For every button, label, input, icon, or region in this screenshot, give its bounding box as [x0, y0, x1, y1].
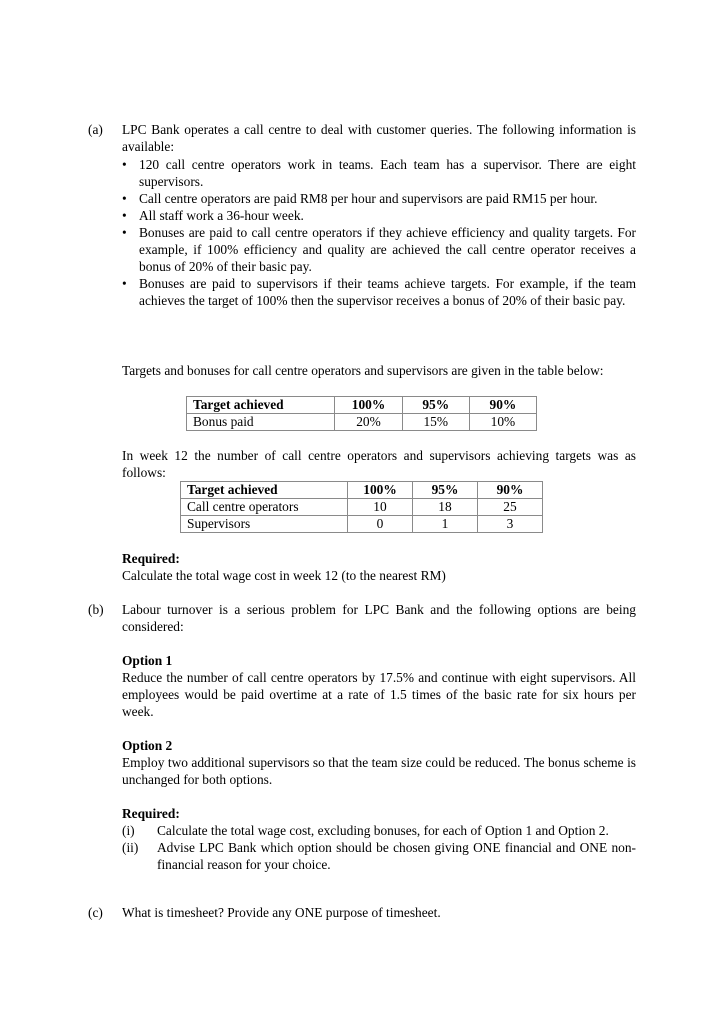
list-item: [122, 822, 636, 839]
table-header: 90%: [469, 397, 536, 414]
question-b-label: (b): [88, 602, 104, 617]
table-cell: 10: [348, 499, 413, 516]
bullet-icon: •: [122, 191, 127, 206]
bonus-table: [186, 396, 537, 431]
bullet-icon: •: [122, 157, 127, 172]
table-header: 100%: [348, 482, 413, 499]
sub-item-number: (i): [122, 823, 135, 838]
list-item: [122, 207, 636, 224]
table-row: [181, 516, 543, 533]
table-header: Target achieved: [187, 397, 335, 414]
question-a-body: [122, 121, 636, 309]
table-cell: Supervisors: [181, 516, 348, 533]
table-row: [187, 414, 537, 431]
question-b-body: [122, 601, 636, 873]
table-header-row: [187, 397, 537, 414]
option2-text: Employ two additional supervisors so that the team size could be reduced. The bonus scheme is unchanged for both options.: [122, 755, 636, 787]
sub-item-text: Calculate the total wage cost, excluding bonuses, for each of Option 1 and Option 2.: [157, 823, 609, 838]
question-c-text: What is timesheet? Provide any ONE purpose of timesheet.: [122, 905, 441, 920]
bullet-list: [122, 156, 636, 309]
table-cell: 1: [413, 516, 478, 533]
list-item: [122, 275, 636, 309]
table-cell: Bonus paid: [187, 414, 335, 431]
question-c-label: (c): [88, 905, 103, 920]
sub-item-number: (ii): [122, 840, 139, 855]
sub-item-text: Advise LPC Bank which option should be chosen giving ONE financial and ONE non-financial reason for your choice.: [157, 840, 636, 872]
question-b-intro: Labour turnover is a serious problem for LPC Bank and the following options are being considered:: [122, 602, 636, 634]
option1-text: Reduce the number of call centre operators by 17.5% and continue with eight supervisors. All employees would be paid overtime at a rate of 1.5 times of the basic rate for six hours per week.: [122, 670, 636, 719]
table-header: Target achieved: [181, 482, 348, 499]
table-header: 90%: [478, 482, 543, 499]
required-heading: Required:: [122, 551, 180, 566]
bullet-icon: •: [122, 208, 127, 223]
list-item: [122, 224, 636, 275]
list-item: [122, 156, 636, 190]
question-a-intro: LPC Bank operates a call centre to deal with customer queries. The following information is available:: [122, 122, 636, 154]
table-row: [181, 499, 543, 516]
bullet-text: Bonuses are paid to supervisors if their teams achieve targets. For example, if the team achieves the target of 100% then the supervisor receives a bonus of 20% of their basic pay.: [139, 276, 636, 308]
bullet-icon: •: [122, 276, 127, 291]
question-a-label: (a): [88, 122, 103, 137]
table-cell: 20%: [335, 414, 402, 431]
table-cell: 10%: [469, 414, 536, 431]
option2-title: Option 2: [122, 738, 173, 753]
table-header-row: [181, 482, 543, 499]
bullet-text: 120 call centre operators work in teams. Each team has a supervisor. There are eight supervisors.: [139, 157, 636, 189]
list-item: [122, 190, 636, 207]
targets-table: [180, 481, 543, 533]
table-cell: 25: [478, 499, 543, 516]
table2-intro: In week 12 the number of call centre operators and supervisors achieving targets was as follows:: [122, 448, 636, 480]
table-cell: 0: [348, 516, 413, 533]
required-text: Calculate the total wage cost in week 12 (to the nearest RM): [122, 568, 446, 583]
bullet-text: Bonuses are paid to call centre operators if they achieve efficiency and quality targets. For example, if 100% efficiency and quality are achieved the call centre operator receives a bonus of 20% of their basic pay.: [139, 225, 636, 274]
table-cell: 18: [413, 499, 478, 516]
table-cell: 3: [478, 516, 543, 533]
required-heading: Required:: [122, 806, 180, 821]
bullet-text: Call centre operators are paid RM8 per hour and supervisors are paid RM15 per hour.: [139, 191, 598, 206]
bullet-icon: •: [122, 225, 127, 240]
table1-intro: Targets and bonuses for call centre operators and supervisors are given in the table below:: [122, 363, 604, 378]
table-header: 100%: [335, 397, 402, 414]
table-header: 95%: [413, 482, 478, 499]
table-header: 95%: [402, 397, 469, 414]
bullet-text: All staff work a 36-hour week.: [139, 208, 304, 223]
table-cell: Call centre operators: [181, 499, 348, 516]
table-cell: 15%: [402, 414, 469, 431]
option1-title: Option 1: [122, 653, 173, 668]
list-item: [122, 839, 636, 873]
